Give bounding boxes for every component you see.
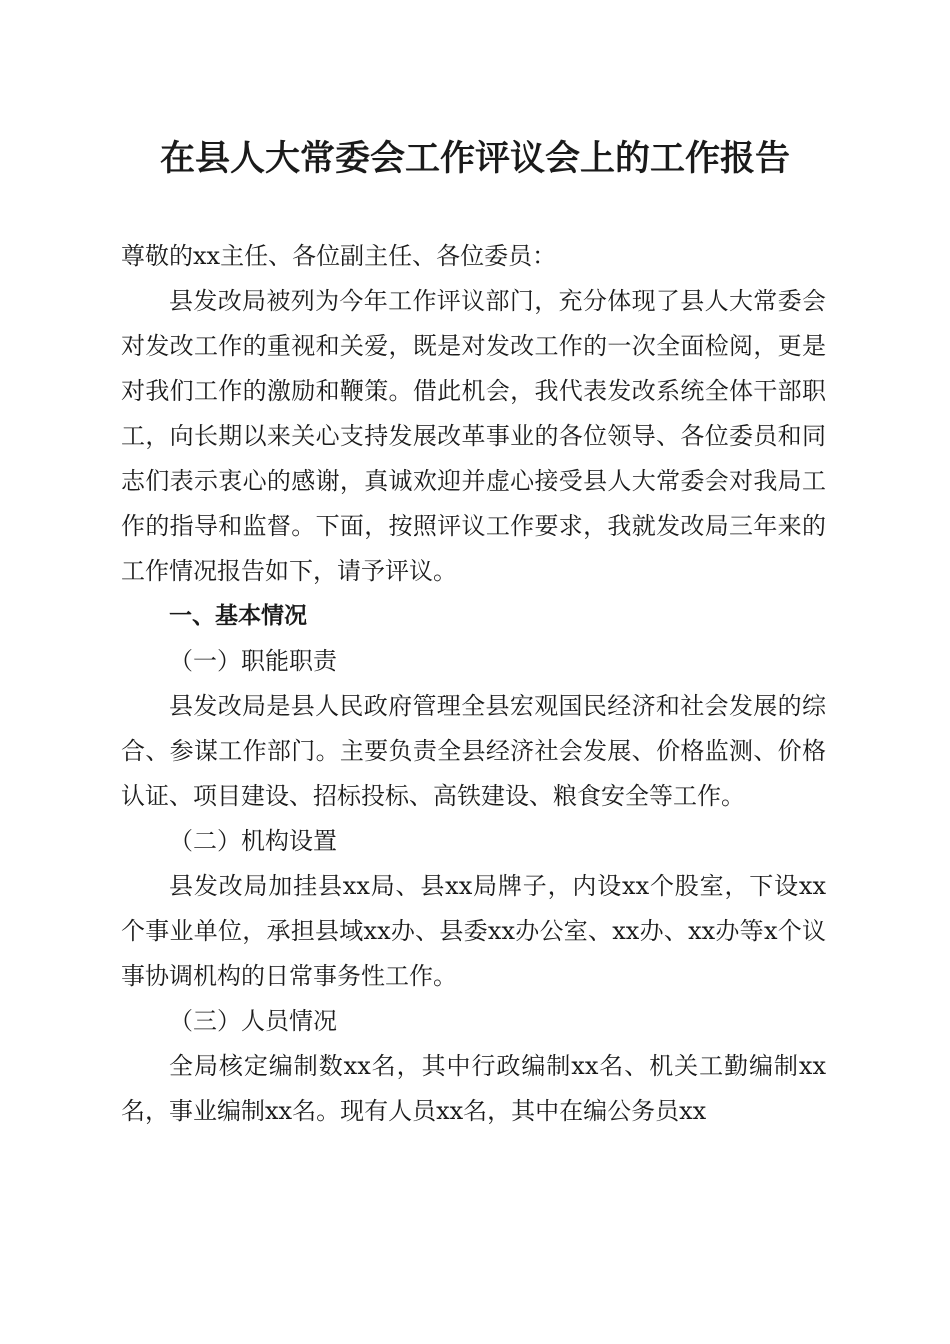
- intro-paragraph: 县发改局被列为今年工作评议部门，充分体现了县人大常委会对发改工作的重视和关爱，既是对发改工作的一次全面检阅，更是对我们工作的激励和鞭策。借此机会，我代表发改系统全体干部职工，向长期以来关心支持发展改革事业的各位领导、各位委员和同志们表示衷心的感谢，真诚欢迎并虚心接受县人大常委会对我局工作的指导和监督。下面，按照评议工作要求，我就发改局三年来的工作情况报告如下，请予评议。: [121, 287, 826, 585]
- functions-paragraph: 县发改局是县人民政府管理全县宏观国民经济和社会发展的综合、参谋工作部门。主要负责全县经济社会发展、价格监测、价格认证、项目建设、招标投标、高铁建设、粮食安全等工作。: [121, 692, 826, 810]
- subsection-heading-organization: （二）机构设置: [169, 827, 337, 855]
- document-title: 在县人大常委会工作评议会上的工作报告: [159, 138, 790, 179]
- document-body: [121, 234, 826, 1134]
- staff-paragraph: 全局核定编制数xx名，其中行政编制xx名、机关工勤编制xx名，事业编制xx名。现有人员xx名，其中在编公务员xx: [121, 1052, 826, 1125]
- salutation: 尊敬的xx主任、各位副主任、各位委员：: [121, 242, 557, 270]
- section-heading-basic-info: 一、基本情况: [169, 603, 307, 629]
- subsection-heading-staff: （三）人员情况: [169, 1007, 337, 1035]
- subsection-heading-functions: （一）职能职责: [169, 647, 337, 675]
- organization-paragraph: 县发改局加挂县xx局、县xx局牌子，内设xx个股室，下设xx个事业单位，承担县域xx办、县委xx办公室、xx办、xx办等x个议事协调机构的日常事务性工作。: [121, 872, 826, 990]
